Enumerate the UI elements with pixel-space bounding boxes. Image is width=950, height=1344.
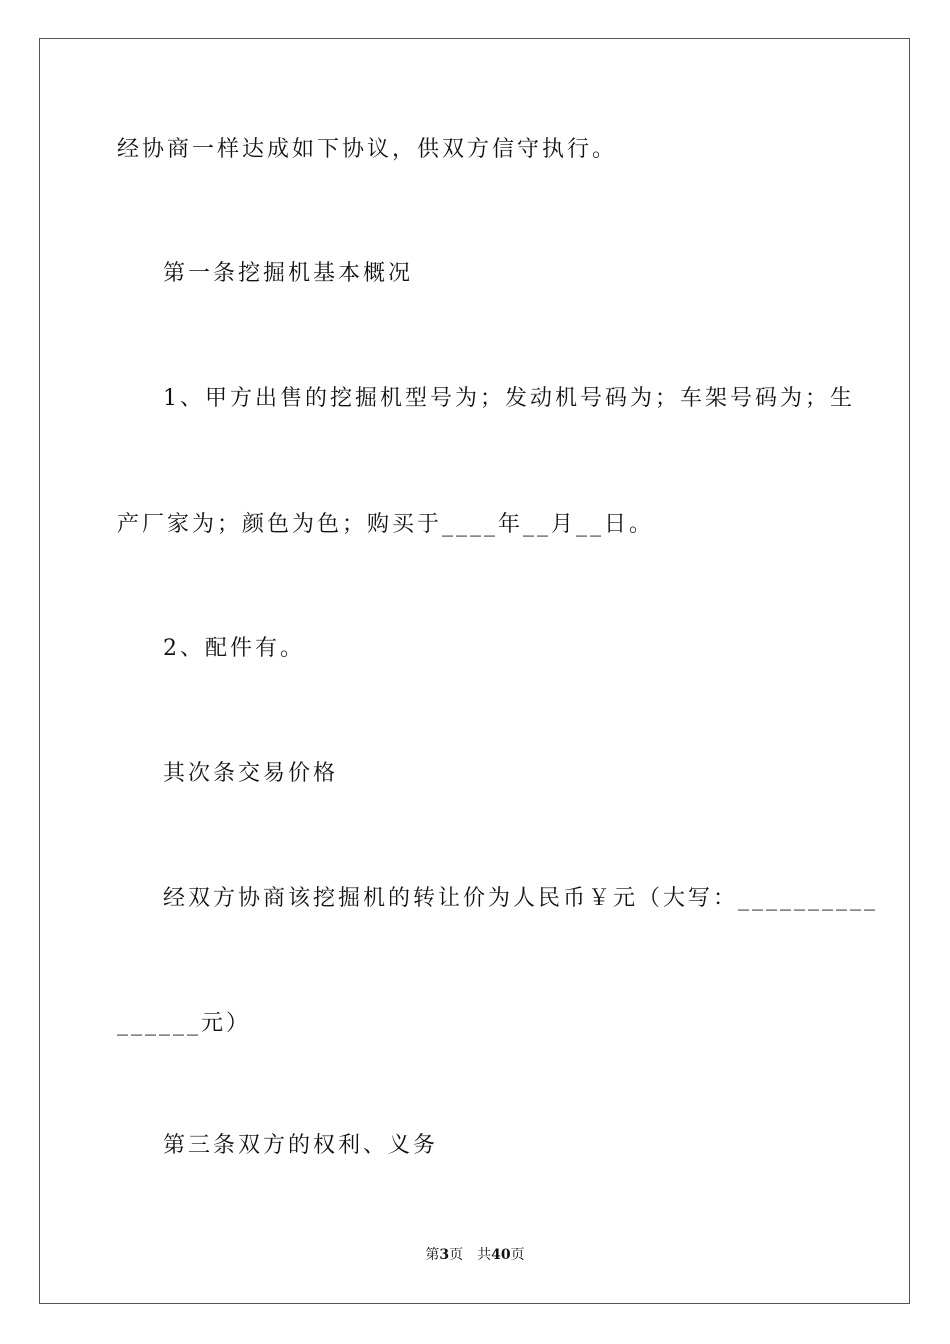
footer-page-suffix: 页 bbox=[510, 1247, 525, 1263]
paragraph-item-1-line-2: 产厂家为；颜色为色；购买于____年__月__日。 bbox=[117, 512, 655, 537]
paragraph-item-2: 2、配件有。 bbox=[163, 636, 305, 661]
paragraph-price-line-1: 经双方协商该挖掘机的转让价为人民币￥元（大写：__________ bbox=[163, 886, 879, 911]
heading-article-2: 其次条交易价格 bbox=[163, 761, 339, 786]
heading-article-3: 第三条双方的权利、义务 bbox=[163, 1133, 439, 1158]
page-footer bbox=[0, 1245, 950, 1265]
footer-page-current: 3 bbox=[439, 1247, 450, 1263]
footer-page-total: 40 bbox=[491, 1247, 511, 1263]
page-border bbox=[39, 38, 910, 1304]
footer-page-prefix: 第 bbox=[425, 1247, 440, 1263]
heading-article-1: 第一条挖掘机基本概况 bbox=[163, 261, 414, 286]
footer-page-mid: 页 共 bbox=[449, 1247, 492, 1263]
paragraph-price-line-2: ______元） bbox=[117, 1011, 252, 1036]
paragraph-item-1-line-1: 1、甲方出售的挖掘机型号为；发动机号码为；车架号码为；生 bbox=[163, 386, 855, 411]
paragraph-agreement-intro: 经协商一样达成如下协议，供双方信守执行。 bbox=[117, 137, 618, 162]
